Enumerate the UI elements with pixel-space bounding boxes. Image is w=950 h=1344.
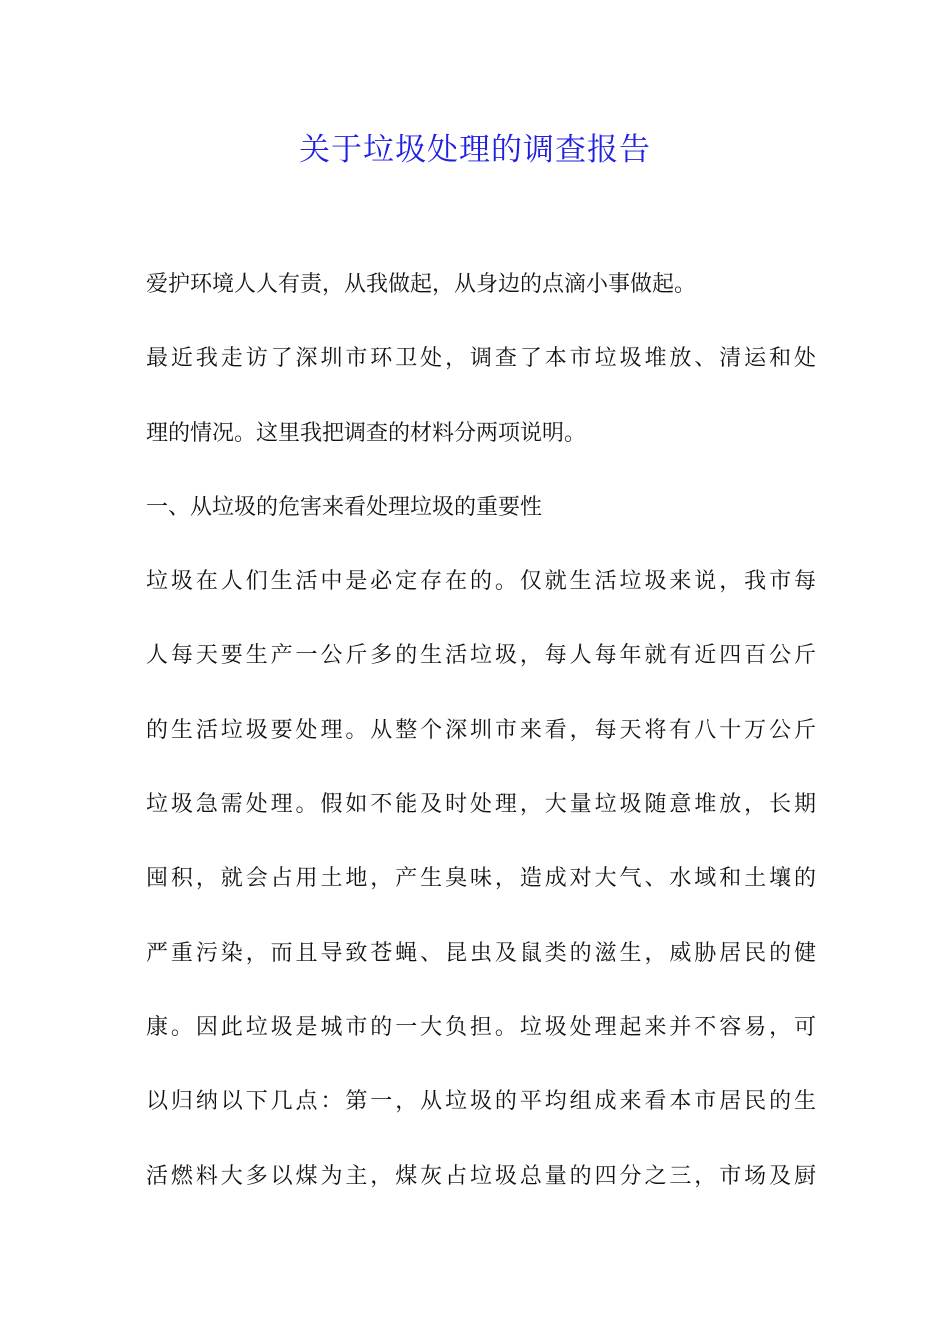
paragraph-line: 康。因此垃圾是城市的一大负担。垃圾处理起来并不容易，可 [146,1015,816,1040]
paragraph-line: 最近我走访了深圳市环卫处，调查了本市垃圾堆放、清运和处 [146,346,816,371]
paragraph-line: 活燃料大多以煤为主，煤灰占垃圾总量的四分之三，市场及厨 [146,1164,816,1189]
paragraph-line: 人每天要生产一公斤多的生活垃圾，每人每年就有近四百公斤 [146,643,816,668]
paragraph-line: 理的情况。这里我把调查的材料分两项说明。 [146,421,587,446]
paragraph-line: 爱护环境人人有责，从我做起，从身边的点滴小事做起。 [146,272,697,297]
paragraph-line: 以归纳以下几点：第一，从垃圾的平均组成来看本市居民的生 [146,1089,816,1114]
document-title: 关于垃圾处理的调查报告 [299,132,651,168]
paragraph-line: 的生活垃圾要处理。从整个深圳市来看，每天将有八十万公斤 [146,718,816,743]
paragraph-line: 垃圾急需处理。假如不能及时处理，大量垃圾随意堆放，长期 [146,792,816,817]
paragraph-line: 垃圾在人们生活中是必定存在的。仅就生活垃圾来说，我市每 [146,569,816,594]
paragraph-line: 囤积，就会占用土地，产生臭味，造成对大气、水域和土壤的 [146,866,816,891]
section-heading: 一、从垃圾的危害来看处理垃圾的重要性 [146,495,543,520]
paragraph-line: 严重污染，而且导致苍蝇、昆虫及鼠类的滋生，威胁居民的健 [146,941,816,966]
